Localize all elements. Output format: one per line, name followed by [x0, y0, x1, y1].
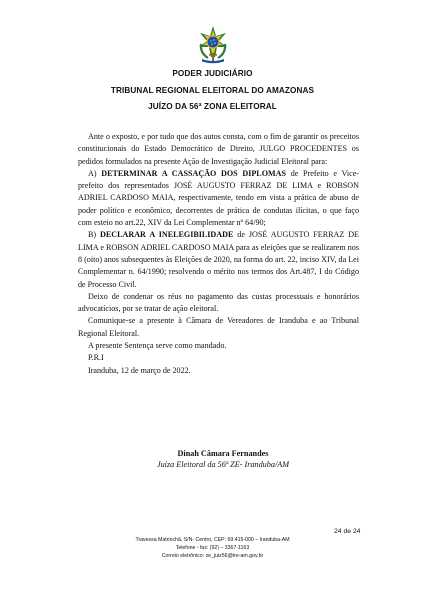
item-a-text: de Prefeito e Vice-prefeito dos representados JOSÉ AUGUSTO FERRAZ DE LIMA e ROBSON ADRIEL CARDOSO MAIA, respectivamente, tendo em vista a prática de abuso de poder político e econômico, decorrentes de prática de condutas ilícitas, o que faço com esteio no art.22, XIV da Lei Complementar nº 64/90;: [78, 168, 359, 228]
paragraph-pri: P.R.I: [88, 353, 104, 363]
footer-phone: Telefone - fax: (92) – 3367-1163: [175, 545, 250, 551]
sentence-body: [78, 131, 359, 377]
signature-name: Dinah Câmara Fernandes: [177, 449, 269, 458]
page-number: 24 de 24: [334, 528, 361, 535]
item-a-prefix: A): [88, 168, 102, 178]
footer-address: Travessa Matrinchã, S/N- Centro, CEP: 69.415-000 – Iranduba-AM: [135, 537, 290, 543]
item-b-text: de JOSÉ AUGUSTO FERRAZ DE LIMA e ROBSON ADRIEL CARDOSO MAIA para as eleições que se realizarem nos 8 (oito) anos subsequentes às Eleições de 2020, na forma do art. 22, inciso XIV, da Lei Complementar n. 64/1990; resolvendo o mérito nos termos dos Art.487, I do Código de Processo Civil.: [78, 230, 359, 289]
paragraph-conclusion: Ante o exposto, e por tudo que dos autos consta, com o fim de garantir os preceitos constitucionais do Estado Democrático de Direito, JULGO PROCEDENTES os pedidos formulados na presente Ação de Investigação Judicial Eleitoral para:: [78, 132, 359, 166]
crest-disc: [207, 36, 219, 48]
header-line-court: TRIBUNAL REGIONAL ELEITORAL DO AMAZONAS: [110, 86, 315, 95]
header-line-judiciary: PODER JUDICIÁRIO: [172, 69, 253, 78]
header-line-zone: JUÍZO DA 56ª ZONA ELEITORAL: [148, 102, 277, 111]
paragraph-date: Iranduba, 12 de março de 2022.: [88, 365, 191, 375]
item-b-bold: DECLARAR A INELEGIBILIDADE: [100, 230, 234, 240]
paragraph-costs: Deixo de condenar os réus no pagamento das custas processuais e honorários advocatícios, por se tratar de ação eleitoral.: [78, 291, 359, 314]
signature-title: Juíza Eleitoral da 56ª ZE- Iranduba/AM: [156, 460, 290, 469]
paragraph-item-a: [78, 168, 359, 229]
paragraph-mandate: A presente Sentença serve como mandado.: [88, 341, 227, 351]
paragraph-communication: Comunique-se a presente à Câmara de Vereadores de Iranduba e ao Tribunal Regional Eleitoral.: [78, 316, 359, 338]
item-a-bold: DETERMINAR A CASSAÇÃO DOS DIPLOMAS: [101, 168, 286, 178]
paragraph-item-b: [78, 229, 359, 290]
coat-of-arms-icon: [194, 24, 232, 64]
footer-email: Correio eletrônico: ze_juiz56@tre-am.gov.br: [161, 553, 264, 559]
item-b-prefix: B): [88, 230, 101, 240]
